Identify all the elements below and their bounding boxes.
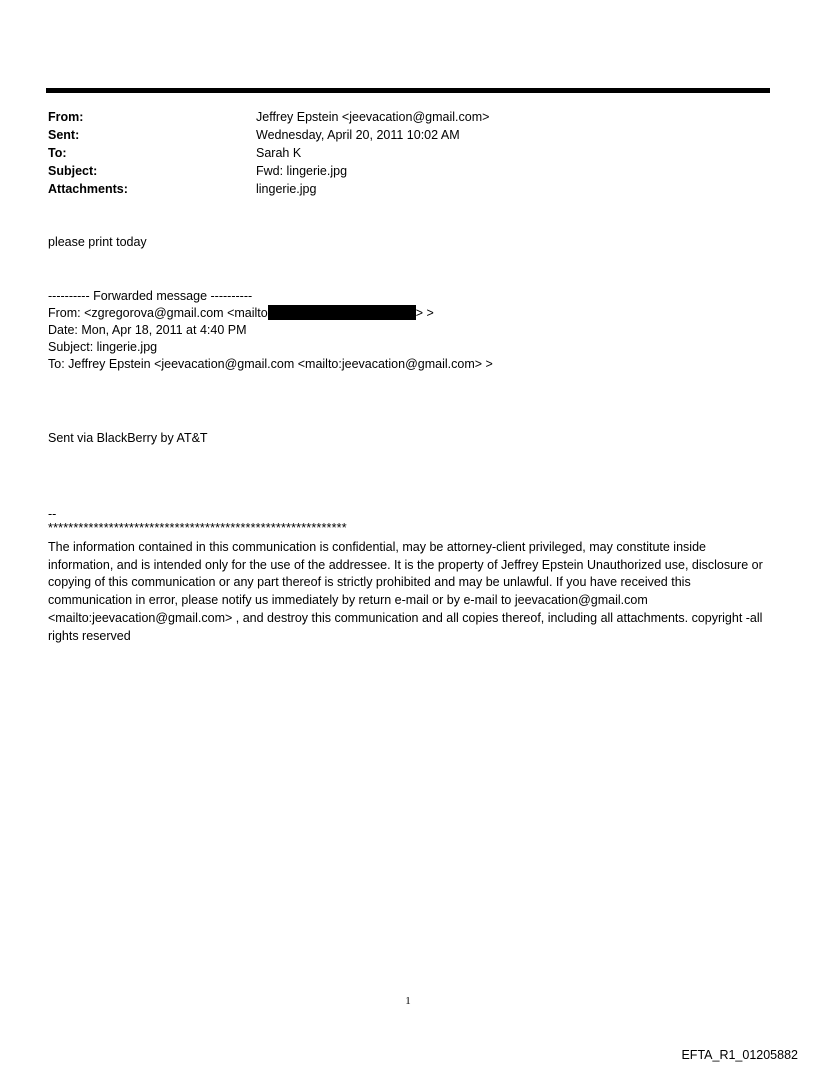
forwarded-from-line (48, 305, 493, 322)
forwarded-subject-line: Subject: lingerie.jpg (48, 340, 158, 354)
forwarded-from-suffix: > > (415, 306, 434, 320)
forwarded-from-prefix: From: <zgregorova@gmail.com <mailto (48, 306, 268, 320)
from-label: From: (48, 110, 84, 124)
header-row-from (48, 108, 748, 126)
to-value: Sarah K (256, 146, 302, 160)
from-value: Jeffrey Epstein <jeevacation@gmail.com> (256, 110, 490, 124)
blackberry-signature: Sent via BlackBerry by AT&T (48, 431, 208, 445)
header-row-attachments (48, 180, 748, 198)
redaction-box (268, 305, 416, 320)
attachments-value: lingerie.jpg (256, 182, 317, 196)
forwarded-separator: ---------- Forwarded message ---------- (48, 289, 253, 303)
header-row-to (48, 144, 748, 162)
to-label: To: (48, 146, 67, 160)
header-row-sent (48, 126, 748, 144)
bates-number: EFTA_R1_01205882 (681, 1048, 798, 1062)
sent-value: Wednesday, April 20, 2011 10:02 AM (256, 128, 460, 142)
attachments-label: Attachments: (48, 182, 128, 196)
sent-label: Sent: (48, 128, 80, 142)
header-divider-rule (46, 88, 770, 93)
asterisk-divider: *********************************************************** (48, 521, 347, 535)
signature-dashes: -- (48, 507, 57, 521)
email-header (48, 108, 748, 198)
message-greeting: please print today (48, 235, 147, 249)
forwarded-date-line: Date: Mon, Apr 18, 2011 at 4:40 PM (48, 323, 247, 337)
page-number: 1 (405, 995, 411, 1007)
header-row-subject (48, 162, 748, 180)
forwarded-to-line: To: Jeffrey Epstein <jeevacation@gmail.com <mailto:jeevacation@gmail.com> > (48, 357, 493, 371)
subject-label: Subject: (48, 164, 98, 178)
forwarded-message-block (48, 288, 493, 373)
subject-value: Fwd: lingerie.jpg (256, 164, 348, 178)
confidentiality-disclaimer: The information contained in this communication is confidential, may be attorney-client privileged, may constitute inside information, and is intended only for the use of the addressee. It is the property of Jeffrey Epstein Unauthorized use, disclosure or copying of this communication or any part thereof is strictly prohibited and may be unlawful. If you have received this communication in error, please notify us immediately by return e-mail or by e-mail to jeevacation@gmail.com <mailto:jeevacation@gmail.com> , and destroy this communication and all copies thereof, including all attachments. copyright -all rights reserved (48, 540, 763, 643)
